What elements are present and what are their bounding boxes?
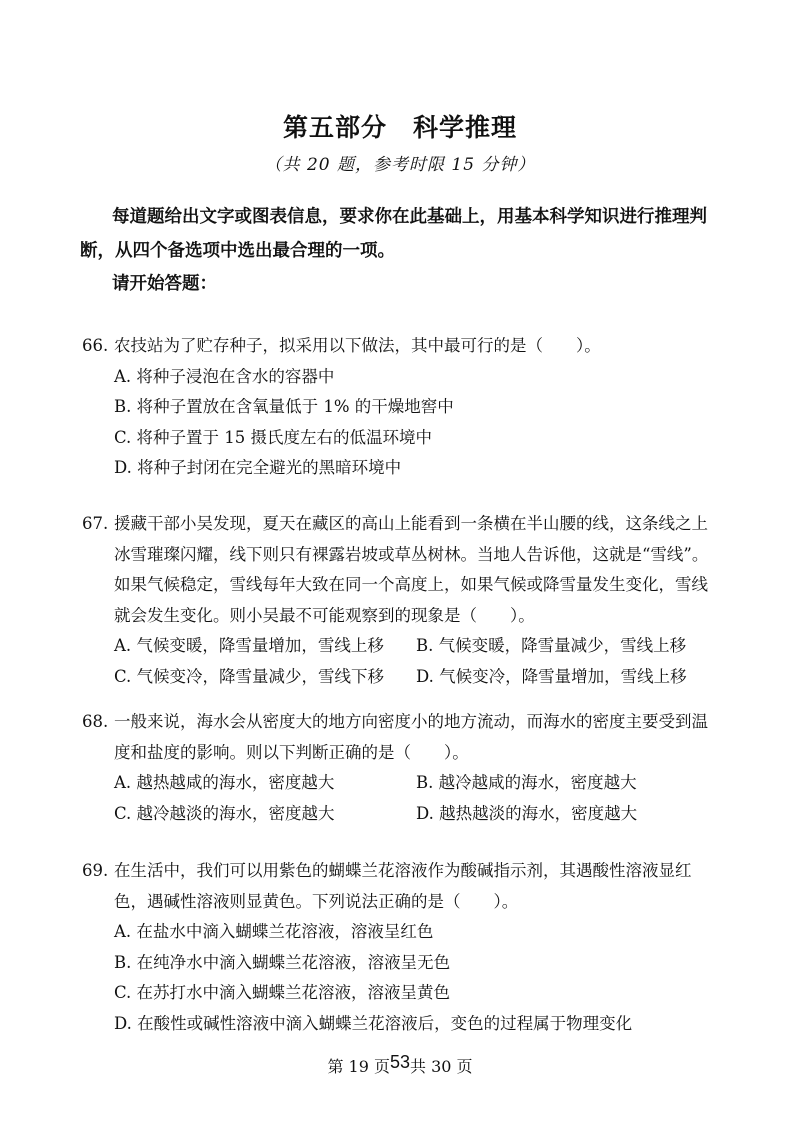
page-number: 第 19 页 <box>327 1057 390 1076</box>
option-c: C. 将种子置于 15 摄氏度左右的低温环境中 <box>114 427 433 447</box>
options-row <box>82 768 722 799</box>
question-66 <box>82 331 722 484</box>
question-number: 66. <box>82 336 109 355</box>
page-footer <box>0 1054 800 1077</box>
instructions-text: 每道题给出文字或图表信息，要求你在此基础上，用基本科学知识进行推理判断，从四个备选项中选出最合理的一项。 <box>80 207 707 261</box>
option-d: D. 气候变冷，降雪量增加，雪线上移 <box>416 666 687 686</box>
question-number: 69. <box>82 861 109 880</box>
option-d: D. 越热越淡的海水，密度越大 <box>416 803 638 823</box>
section-subtitle: （共 20 题，参考时限 15 分钟） <box>264 155 536 175</box>
option-b: B. 越冷越咸的海水，密度越大 <box>416 773 637 792</box>
question-67 <box>82 509 722 692</box>
option-d: D. 将种子封闭在完全避光的黑暗环境中 <box>114 458 402 477</box>
option-a: A. 将种子浸泡在含水的容器中 <box>114 366 335 386</box>
question-69 <box>82 856 722 1039</box>
question-text: 农技站为了贮存种子，拟采用以下做法，其中最可行的是（ ）。 <box>114 336 601 355</box>
question-text: 一般来说，海水会从密度大的地方向密度小的地方流动，而海水的密度主要受到温度和盐度的影响。则以下判断正确的是（ ）。 <box>114 712 708 762</box>
section-part: 第五部分 <box>282 113 387 142</box>
section-subject: 科学推理 <box>413 113 518 142</box>
question-text: 在生活中，我们可以用紫色的蝴蝶兰花溶液作为酸碱指示剂，其遇酸性溶液显红色，遇碱性溶液则显黄色。下列说法正确的是（ ）。 <box>114 861 692 911</box>
question-stem <box>82 707 722 768</box>
question-stem <box>82 331 722 362</box>
page-mark: 53 <box>389 1052 411 1072</box>
start-prompt: 请开始答题： <box>112 274 217 294</box>
option-b: B. 将种子置放在含氧量低于 1% 的干燥地窖中 <box>114 397 454 416</box>
option-a: A. 越热越咸的海水，密度越大 <box>114 773 335 792</box>
question-number: 67. <box>82 514 109 533</box>
page-total: 共 30 页 <box>410 1057 473 1076</box>
question-text: 援藏干部小吴发现，夏天在藏区的高山上能看到一条横在半山腰的线，这条线之上冰雪璀璨闪耀，线下则只有裸露岩坡或草丛树林。当地人告诉他，这就是“雪线”。如果气候稳定，雪线每年大致在同一个高度上，如果气候或降雪量发生变化，雪线就会发生变化。则小吴最不可能观察到的现象是（ ）。 <box>114 514 709 625</box>
question-stem <box>82 509 722 631</box>
question-68 <box>82 707 722 829</box>
option-b: B. 气候变暖，降雪量减少，雪线上移 <box>416 636 687 655</box>
option-c: C. 在苏打水中滴入蝴蝶兰花溶液，溶液呈黄色 <box>114 983 451 1002</box>
option-d: D. 在酸性或碱性溶液中滴入蝴蝶兰花溶液后，变色的过程属于物理变化 <box>114 1013 633 1033</box>
question-stem <box>82 856 722 917</box>
option-c: C. 越冷越淡的海水，密度越大 <box>114 803 335 823</box>
option-b: B. 在纯净水中滴入蝴蝶兰花溶液，溶液呈无色 <box>114 952 451 972</box>
option-c: C. 气候变冷，降雪量减少，雪线下移 <box>114 666 385 686</box>
options-row <box>82 662 722 693</box>
option-a: A. 在盐水中滴入蝴蝶兰花溶液，溶液呈红色 <box>114 922 434 941</box>
section-title <box>0 108 800 144</box>
question-number: 68. <box>82 712 109 731</box>
option-a: A. 气候变暖，降雪量增加，雪线上移 <box>114 636 384 655</box>
options-row <box>82 799 722 830</box>
options-row <box>82 631 722 662</box>
